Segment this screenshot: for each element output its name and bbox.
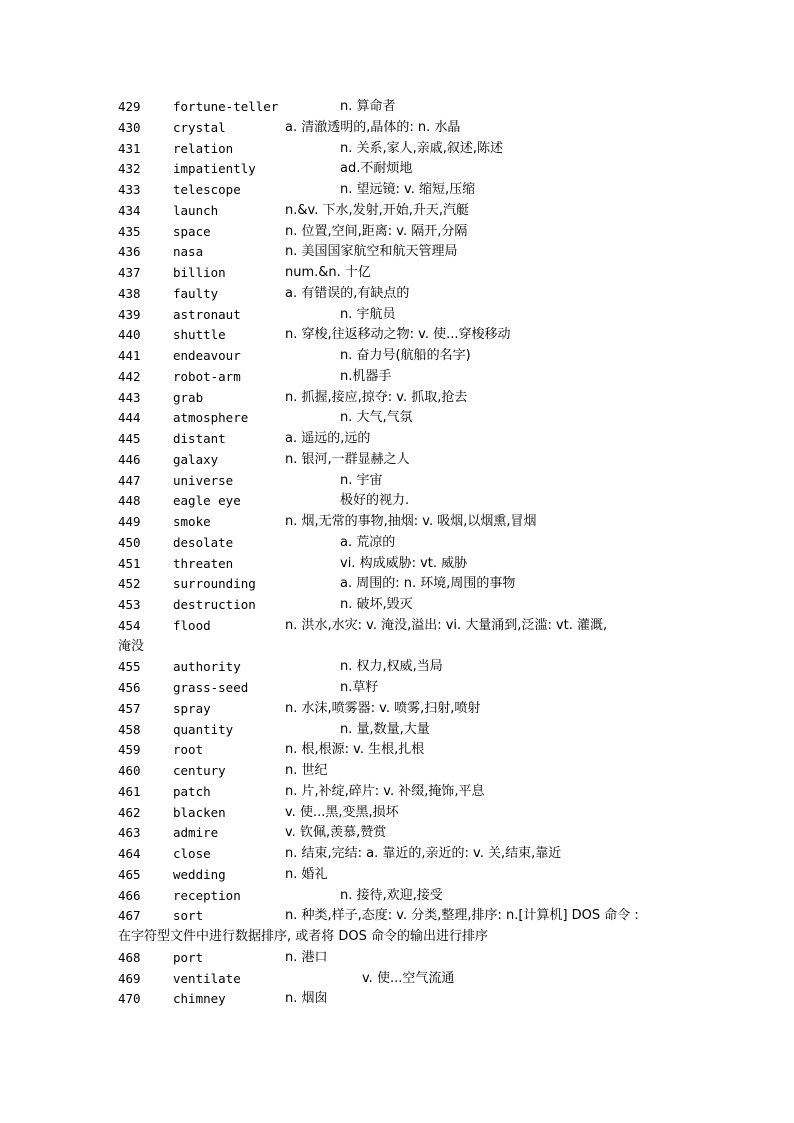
entry-definition: n. 算命者 bbox=[340, 99, 396, 114]
entry-number: 454 bbox=[118, 617, 141, 633]
entry-number: 448 bbox=[118, 493, 141, 509]
entry-definition-continued: 淹没 bbox=[118, 638, 145, 654]
entry-number: 436 bbox=[118, 244, 141, 260]
list-item bbox=[118, 346, 688, 367]
entry-definition: n.机器手 bbox=[340, 368, 392, 384]
entry-word: galaxy bbox=[173, 451, 219, 467]
entry-word: patch bbox=[173, 783, 211, 799]
list-item bbox=[118, 906, 688, 948]
list-item bbox=[118, 803, 688, 824]
entry-definition: n. 穿梭,往返移动之物: v. 使...穿梭移动 bbox=[285, 327, 511, 343]
entry-word: blacken bbox=[173, 804, 226, 820]
entry-word: shuttle bbox=[173, 327, 226, 343]
list-item bbox=[118, 595, 688, 616]
entry-definition: n. 美国国家航空和航天管理局 bbox=[285, 244, 458, 260]
entry-number: 446 bbox=[118, 451, 141, 467]
entry-number: 455 bbox=[118, 659, 141, 675]
entry-number: 467 bbox=[118, 908, 141, 924]
entry-word: relation bbox=[173, 140, 234, 156]
entry-definition: n. 破坏,毁灭 bbox=[340, 597, 413, 612]
list-item bbox=[118, 429, 688, 450]
entry-word: reception bbox=[173, 887, 241, 903]
entry-number: 449 bbox=[118, 514, 141, 529]
list-item bbox=[118, 678, 688, 699]
list-item bbox=[118, 886, 688, 907]
entry-number: 429 bbox=[118, 99, 141, 114]
entry-word: smoke bbox=[173, 514, 211, 529]
entry-definition: n. 接待,欢迎,接受 bbox=[340, 887, 443, 903]
entry-number: 431 bbox=[118, 140, 141, 156]
entry-word: grass-seed bbox=[173, 680, 249, 695]
entry-number: 433 bbox=[118, 182, 141, 197]
entry-definition: n. 结束,完结: a. 靠近的,亲近的: v. 关,结束,靠近 bbox=[285, 846, 562, 861]
list-item bbox=[118, 740, 688, 761]
entry-number: 437 bbox=[118, 265, 141, 280]
entry-definition: v. 钦佩,羡慕,赞赏 bbox=[285, 825, 387, 841]
entry-number: 451 bbox=[118, 555, 141, 571]
entry-word: threaten bbox=[173, 555, 234, 571]
entry-definition: n. 量,数量,大量 bbox=[340, 721, 430, 737]
entry-definition: n. 奋力号(航船的名字) bbox=[340, 348, 471, 363]
entry-number: 452 bbox=[118, 576, 141, 592]
entry-number: 445 bbox=[118, 431, 141, 446]
entry-definition: n. 洪水,水灾: v. 淹没,溢出: vi. 大量涌到,泛滥: vt. 灌溉, bbox=[285, 617, 608, 633]
list-item bbox=[118, 782, 688, 803]
list-item bbox=[118, 616, 688, 658]
list-item bbox=[118, 367, 688, 388]
list-item bbox=[118, 720, 688, 741]
entry-definition-continued: 在字符型文件中进行数据排序, 或者将 DOS 命令的输出进行排序 bbox=[118, 929, 489, 944]
entry-definition: n. 婚礼 bbox=[285, 866, 328, 882]
entry-number: 461 bbox=[118, 783, 141, 799]
entry-word: space bbox=[173, 223, 211, 239]
entry-word: distant bbox=[173, 431, 226, 446]
entry-word: crystal bbox=[173, 119, 226, 135]
list-item bbox=[118, 969, 688, 990]
entry-number: 450 bbox=[118, 534, 141, 550]
entry-number: 459 bbox=[118, 742, 141, 758]
entry-word: root bbox=[173, 742, 204, 758]
entry-definition: ad.不耐烦地 bbox=[340, 161, 413, 177]
entry-word: universe bbox=[173, 472, 234, 488]
entry-word: admire bbox=[173, 825, 219, 841]
entry-definition: n. 大气,气氛 bbox=[340, 410, 413, 426]
list-item bbox=[118, 408, 688, 429]
list-item bbox=[118, 699, 688, 720]
list-item bbox=[118, 554, 688, 575]
list-item bbox=[118, 471, 688, 492]
entry-definition: n. 望远镜: v. 缩短,压缩 bbox=[340, 182, 476, 197]
entry-word: port bbox=[173, 949, 204, 965]
entry-definition: n. 抓握,接应,掠夺: v. 抓取,抢去 bbox=[285, 389, 468, 405]
entry-number: 447 bbox=[118, 472, 141, 488]
entry-definition: a. 遥远的,远的 bbox=[285, 431, 371, 446]
entry-number: 440 bbox=[118, 327, 141, 343]
entry-word: authority bbox=[173, 659, 241, 675]
entry-word: fortune-teller bbox=[173, 99, 279, 114]
entry-definition: n. 片,补绽,碎片: v. 补缀,掩饰,平息 bbox=[285, 783, 485, 799]
vocabulary-list bbox=[118, 97, 688, 1010]
list-item bbox=[118, 263, 688, 284]
list-item bbox=[118, 512, 688, 533]
list-item bbox=[118, 284, 688, 305]
entry-definition: n. 权力,权威,当局 bbox=[340, 659, 443, 675]
entry-word: ventilate bbox=[173, 970, 241, 986]
list-item bbox=[118, 865, 688, 886]
entry-number: 430 bbox=[118, 119, 141, 135]
list-item bbox=[118, 159, 688, 180]
entry-number: 464 bbox=[118, 846, 141, 861]
entry-word: surrounding bbox=[173, 576, 256, 592]
entry-number: 470 bbox=[118, 991, 141, 1007]
entry-word: launch bbox=[173, 202, 219, 218]
entry-number: 463 bbox=[118, 825, 141, 841]
list-item bbox=[118, 450, 688, 471]
entry-word: impatiently bbox=[173, 161, 256, 177]
list-item bbox=[118, 139, 688, 160]
entry-definition: n. 港口 bbox=[285, 949, 328, 965]
entry-number: 439 bbox=[118, 306, 141, 322]
entry-definition: n. 根,根源: v. 生根,扎根 bbox=[285, 742, 425, 758]
entry-number: 442 bbox=[118, 368, 141, 384]
entry-definition: v. 使...空气流通 bbox=[362, 970, 455, 986]
entry-definition: n. 关系,家人,亲戚,叙述,陈述 bbox=[340, 140, 504, 156]
list-item bbox=[118, 305, 688, 326]
list-item bbox=[118, 388, 688, 409]
entry-word: telescope bbox=[173, 182, 241, 197]
entry-word: eagle eye bbox=[173, 493, 241, 509]
entry-number: 466 bbox=[118, 887, 141, 903]
entry-number: 460 bbox=[118, 763, 141, 778]
entry-definition: a. 周围的: n. 环境,周围的事物 bbox=[340, 576, 516, 592]
list-item bbox=[118, 989, 688, 1010]
entry-word: century bbox=[173, 763, 226, 778]
list-item bbox=[118, 533, 688, 554]
list-item bbox=[118, 201, 688, 222]
entry-number: 457 bbox=[118, 700, 141, 716]
entry-word: robot-arm bbox=[173, 368, 241, 384]
entry-number: 456 bbox=[118, 680, 141, 695]
entry-word: grab bbox=[173, 389, 204, 405]
entry-word: flood bbox=[173, 617, 211, 633]
entry-number: 432 bbox=[118, 161, 141, 177]
entry-definition: n. 宇航员 bbox=[340, 306, 396, 322]
list-item bbox=[118, 948, 688, 969]
entry-definition: a. 荒凉的 bbox=[340, 534, 396, 550]
entry-word: endeavour bbox=[173, 348, 241, 363]
entry-word: faulty bbox=[173, 285, 219, 301]
list-item bbox=[118, 761, 688, 782]
entry-definition: n. 烟囱 bbox=[285, 991, 328, 1007]
list-item bbox=[118, 491, 688, 512]
entry-word: destruction bbox=[173, 597, 256, 612]
list-item bbox=[118, 844, 688, 865]
entry-definition: vi. 构成威胁: vt. 威胁 bbox=[340, 555, 468, 571]
entry-word: billion bbox=[173, 265, 226, 280]
list-item bbox=[118, 325, 688, 346]
entry-word: chimney bbox=[173, 991, 226, 1007]
entry-number: 465 bbox=[118, 866, 141, 882]
entry-definition: n.&v. 下水,发射,开始,升天,汽艇 bbox=[285, 202, 469, 218]
entry-definition: a. 有错误的,有缺点的 bbox=[285, 285, 410, 301]
entry-definition: n. 世纪 bbox=[285, 763, 328, 778]
entry-number: 458 bbox=[118, 721, 141, 737]
entry-definition: n. 种类,样子,态度: v. 分类,整理,排序: n.[计算机] DOS 命令 : bbox=[285, 908, 639, 924]
list-item bbox=[118, 574, 688, 595]
entry-definition: 极好的视力. bbox=[340, 493, 410, 509]
list-item bbox=[118, 180, 688, 201]
entry-definition: n. 银河,一群显赫之人 bbox=[285, 451, 410, 467]
list-item bbox=[118, 97, 688, 118]
entry-definition: n. 宇宙 bbox=[340, 472, 383, 488]
list-item bbox=[118, 657, 688, 678]
entry-definition: n. 烟,无常的事物,抽烟: v. 吸烟,以烟熏,冒烟 bbox=[285, 514, 537, 529]
list-item bbox=[118, 823, 688, 844]
list-item bbox=[118, 222, 688, 243]
entry-number: 462 bbox=[118, 804, 141, 820]
entry-word: astronaut bbox=[173, 306, 241, 322]
entry-definition: v. 使...黑,变黑,损坏 bbox=[285, 804, 399, 820]
entry-word: desolate bbox=[173, 534, 234, 550]
entry-number: 443 bbox=[118, 389, 141, 405]
entry-word: atmosphere bbox=[173, 410, 249, 426]
entry-number: 438 bbox=[118, 285, 141, 301]
entry-word: sort bbox=[173, 908, 204, 924]
entry-word: wedding bbox=[173, 866, 226, 882]
list-item bbox=[118, 118, 688, 139]
entry-definition: num.&n. 十亿 bbox=[285, 265, 371, 280]
entry-number: 468 bbox=[118, 949, 141, 965]
entry-definition: n.草籽 bbox=[340, 680, 379, 695]
list-item bbox=[118, 242, 688, 263]
entry-word: quantity bbox=[173, 721, 234, 737]
entry-definition: n. 水沫,喷雾器: v. 喷雾,扫射,喷射 bbox=[285, 700, 481, 716]
entry-number: 441 bbox=[118, 348, 141, 363]
entry-word: close bbox=[173, 846, 211, 861]
entry-word: nasa bbox=[173, 244, 204, 260]
entry-definition: a. 清澈透明的,晶体的: n. 水晶 bbox=[285, 119, 461, 135]
entry-definition: n. 位置,空间,距离: v. 隔开,分隔 bbox=[285, 223, 468, 239]
entry-number: 453 bbox=[118, 597, 141, 612]
entry-number: 434 bbox=[118, 202, 141, 218]
entry-number: 444 bbox=[118, 410, 141, 426]
entry-number: 435 bbox=[118, 223, 141, 239]
entry-word: spray bbox=[173, 700, 211, 716]
entry-number: 469 bbox=[118, 970, 141, 986]
